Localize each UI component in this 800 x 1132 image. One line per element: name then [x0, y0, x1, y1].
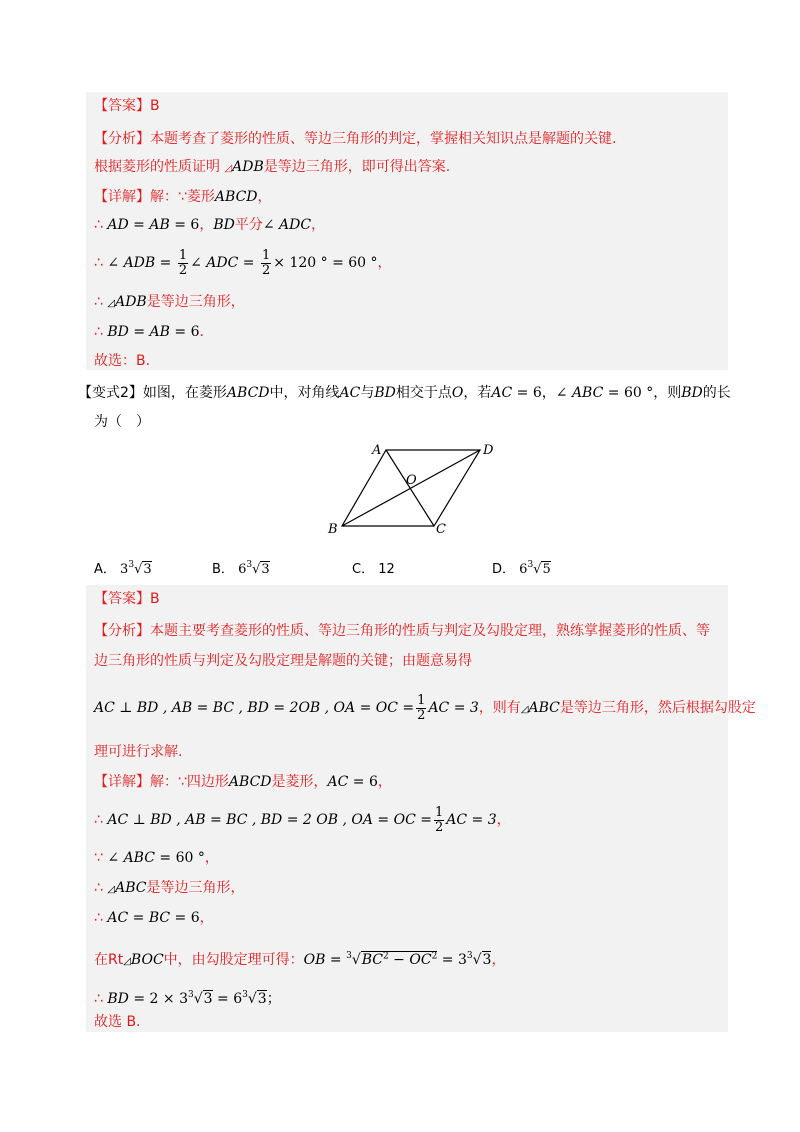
triangle-icon: ◿	[123, 956, 131, 967]
math: BD	[107, 991, 129, 1007]
therefore-icon: ∴	[94, 324, 103, 340]
text: ，则	[653, 385, 682, 401]
math: AD	[107, 217, 129, 233]
cube-root-icon: 3	[242, 990, 248, 1000]
label-a: A	[372, 443, 382, 458]
question-line-2	[94, 412, 150, 432]
detail-2-choose	[94, 1012, 141, 1032]
rhombus-diagram	[320, 436, 510, 536]
math: AC	[339, 385, 361, 401]
detail-label: 【详解】	[94, 774, 150, 790]
analysis-1-line-1	[94, 129, 616, 149]
analysis-text: 本题主要考查菱形的性质、等边三角形的性质与判定及勾股定理，熟练掌握菱形的性质、等	[150, 623, 710, 639]
text: ，	[199, 910, 214, 926]
analysis-2-line-1	[94, 621, 710, 641]
therefore-icon: ∴	[94, 880, 103, 896]
text: 故选 B.	[94, 1014, 141, 1030]
angle-icon: ∠	[190, 255, 202, 271]
analysis-1-line-2	[94, 157, 450, 179]
answer-value: B	[150, 98, 160, 114]
answer-label: 【答案】	[94, 591, 150, 607]
text: 是等边三角形，	[146, 880, 245, 896]
text: ，	[377, 255, 392, 271]
detail-2-line-4	[94, 878, 244, 900]
text: 中，对角线	[269, 385, 340, 401]
therefore-icon: ∴	[94, 217, 103, 233]
detail-2-line-3	[94, 848, 219, 868]
text: ，若	[463, 385, 492, 401]
triangle-icon: ◿	[107, 298, 116, 309]
math: × 120 ° = 60 °	[273, 255, 378, 271]
detail-2-line-7: ∴ BD = $2 \times 3^3√3 = 6^3√3$；	[94, 990, 281, 1007]
math: ABCD	[226, 385, 270, 401]
text: 是等边三角形，即可得出答案.	[263, 159, 451, 175]
analysis-2-line-2	[94, 651, 472, 671]
cube-root-icon: 3	[527, 560, 534, 570]
option-letter: C．	[352, 562, 375, 577]
math: BC	[361, 952, 383, 968]
coef: 6	[238, 562, 247, 577]
text: 相交于点	[395, 385, 452, 401]
detail-2-line-2	[94, 802, 511, 838]
math: BD	[107, 324, 129, 340]
coef: 3	[120, 562, 129, 577]
math: ABC	[571, 385, 604, 401]
therefore-icon: ∴	[94, 991, 103, 1007]
diagonal-bd	[342, 450, 480, 526]
fraction-half: $\frac{1}{2}$	[417, 692, 426, 723]
option-a[interactable]	[94, 558, 152, 577]
label-c: C	[436, 522, 446, 536]
angle-icon: ∠	[107, 255, 120, 271]
analysis-2-line-3	[94, 690, 756, 726]
math: O	[451, 385, 464, 401]
radicand: 3	[203, 991, 213, 1007]
math: ABC	[528, 700, 560, 716]
text: 的长	[702, 385, 731, 401]
text: ．	[199, 324, 214, 340]
angle-icon: ∠	[555, 385, 568, 401]
detail-2-line-1: 【详解】解：∵四边形ABCD是菱形，AC = 6，	[94, 774, 392, 790]
answer-label: 【答案】	[94, 98, 150, 114]
fraction-half: $\frac{1}{2}$	[178, 247, 188, 278]
text: ，	[377, 774, 392, 790]
text: ，	[496, 812, 511, 828]
coef: 2 × 3	[149, 991, 188, 1007]
option-c[interactable]	[352, 558, 395, 577]
detail-label: 【详解】	[94, 189, 150, 205]
label-d: D	[483, 443, 494, 458]
option-value: 12	[378, 562, 395, 577]
question-label: 【变式2】	[78, 385, 143, 401]
option-value: $3^3√3$	[120, 560, 152, 577]
option-value: $6^3√5$	[519, 560, 551, 577]
triangle-icon: ◿	[520, 704, 529, 715]
math: OB	[303, 952, 326, 968]
answer-2	[94, 589, 160, 609]
coef: 6	[519, 562, 528, 577]
math: AC ⊥ BD , AB = BC , BD = 2 OB , OA = OC =	[107, 812, 432, 828]
text: ，	[541, 385, 556, 401]
math: BOC	[130, 952, 164, 968]
text: ，则有	[478, 700, 521, 716]
analysis-label: 【分析】	[94, 131, 150, 147]
option-letter: B．	[212, 562, 234, 577]
coef: 3	[457, 952, 467, 968]
math: AC	[491, 385, 513, 401]
analysis-2-line-4	[94, 742, 182, 762]
fraction-half: $\frac{1}{2}$	[261, 247, 271, 278]
answer-value: B	[150, 591, 160, 607]
math: AC	[327, 774, 349, 790]
math: ADB	[115, 294, 147, 310]
math: 60 °	[623, 385, 654, 401]
option-d[interactable]	[492, 558, 551, 577]
cube-root-icon: 3	[246, 560, 253, 570]
cube-root-icon: 3	[128, 560, 135, 570]
detail-1-intro	[94, 187, 272, 207]
cube-root-expression: $^3√BC^2 - OC^2$	[346, 951, 438, 968]
detail-2-line-5: ∴ AC = BC = 6，	[94, 910, 214, 926]
math: ABC	[115, 880, 147, 896]
text: 是菱形，	[271, 774, 328, 790]
because-icon: ∵	[94, 850, 103, 866]
text: 是等边三角形，	[146, 294, 245, 310]
angle-icon: ∠	[107, 850, 120, 866]
math: 6	[190, 217, 200, 233]
math: 6	[369, 774, 378, 790]
math: AC	[107, 910, 129, 926]
math: ABC	[123, 850, 155, 866]
math: BD	[681, 385, 703, 401]
answer-1	[94, 96, 160, 116]
math: = 60 °	[159, 850, 205, 866]
triangle-icon: ◿	[107, 884, 116, 895]
radicand: 3	[482, 952, 492, 968]
math: ADB	[232, 159, 264, 175]
option-b[interactable]	[212, 558, 270, 577]
detail-1-line-2: ∴ AD = AB = 6，BD平分∠ ADC，	[94, 217, 326, 233]
cube-root-icon: 3	[187, 990, 194, 1000]
fraction-half: $\frac{1}{2}$	[434, 804, 444, 835]
math: OC	[409, 952, 432, 968]
math: ADC	[206, 255, 239, 271]
text: ；	[266, 991, 281, 1007]
text: 为（ ）	[94, 414, 150, 430]
text: 与	[360, 385, 375, 401]
text: ，	[257, 189, 272, 205]
math: AC = 3	[446, 812, 497, 828]
text: 是等边三角形，然后根据勾股定	[559, 700, 756, 716]
option-value: $6^3√3$	[238, 560, 270, 577]
detail-1-line-4	[94, 292, 245, 314]
math: ADB	[123, 255, 156, 271]
radicand: 3	[257, 991, 267, 1007]
math: BD	[213, 217, 235, 233]
analysis-text: 本题考查了菱形的性质、等边三角形的判定，掌握相关知识点是解题的关键.	[150, 131, 617, 147]
cube-root-result: $3^3√3$	[457, 951, 492, 968]
math: AB	[149, 217, 170, 233]
math: 6	[190, 910, 200, 926]
math: AC ⊥ BD , AB = BC , BD = 2OB , OA = OC =	[94, 700, 415, 716]
cube-root-icon: 3	[466, 951, 473, 961]
text: 解：∵菱形	[150, 189, 215, 205]
text: 平分	[234, 217, 263, 233]
math: 6	[532, 385, 542, 401]
math: BC	[148, 910, 171, 926]
text: 理可进行求解.	[94, 744, 183, 760]
text: 解：∵四边形	[150, 774, 229, 790]
cube-root-product: $2 \times 3^3√3$	[149, 990, 213, 1007]
math: AC = 3	[428, 700, 479, 716]
therefore-icon: ∴	[94, 812, 103, 828]
analysis-label: 【分析】	[94, 623, 150, 639]
cube-root-result: $6^3√3$	[233, 990, 267, 1007]
option-letter: A．	[94, 562, 116, 577]
radicand: 3	[143, 562, 152, 577]
coef: 6	[233, 991, 243, 1007]
math: AB	[149, 324, 170, 340]
text: ，	[311, 217, 326, 233]
triangle-icon: ◿	[224, 163, 233, 174]
question-line-1: 【变式2】如图，在菱形ABCD中，对角线AC与BD相交于点O，若AC = 6，∠ ABC = 60 °，则BD的长	[78, 385, 731, 401]
math: ADC	[279, 217, 312, 233]
text: ，	[204, 850, 219, 866]
detail-1-choose	[94, 351, 150, 371]
detail-1-line-3: ∴ ∠ ADB = $\frac{1}{2}$ ∠ ADC = $\frac{1}{2}$ × 120 ° = 60 °，	[94, 247, 392, 278]
math: ABCD	[228, 774, 272, 790]
text: 在Rt	[94, 952, 124, 968]
label-b: B	[328, 522, 338, 536]
detail-1-line-5: ∴ BD = AB = 6．	[94, 324, 214, 340]
therefore-icon: ∴	[94, 910, 103, 926]
angle-icon: ∠	[262, 217, 275, 233]
math: 6	[190, 324, 200, 340]
therefore-icon: ∴	[94, 255, 103, 271]
therefore-icon: ∴	[94, 294, 103, 310]
text: 边三角形的性质与判定及勾股定理是解题的关键；由题意易得	[94, 653, 472, 669]
label-o: O	[406, 473, 417, 488]
math: BD	[374, 385, 396, 401]
text: 如图，在菱形	[142, 385, 227, 401]
text: 根据菱形的性质证明	[94, 159, 220, 175]
text: 中，由勾股定理可得：	[163, 952, 304, 968]
text: 故选：B.	[94, 353, 151, 369]
radicand: 5	[542, 562, 551, 577]
detail-2-line-6: 在Rt◿BOC中，由勾股定理可得：OB = $^3√BC^2 - OC^2 = 3^3√3$，	[94, 951, 506, 968]
math: ABCD	[214, 189, 258, 205]
radicand: 3	[261, 562, 270, 577]
cube-root-icon: 3	[346, 951, 352, 961]
text: ，	[491, 952, 506, 968]
option-letter: D．	[492, 562, 516, 577]
